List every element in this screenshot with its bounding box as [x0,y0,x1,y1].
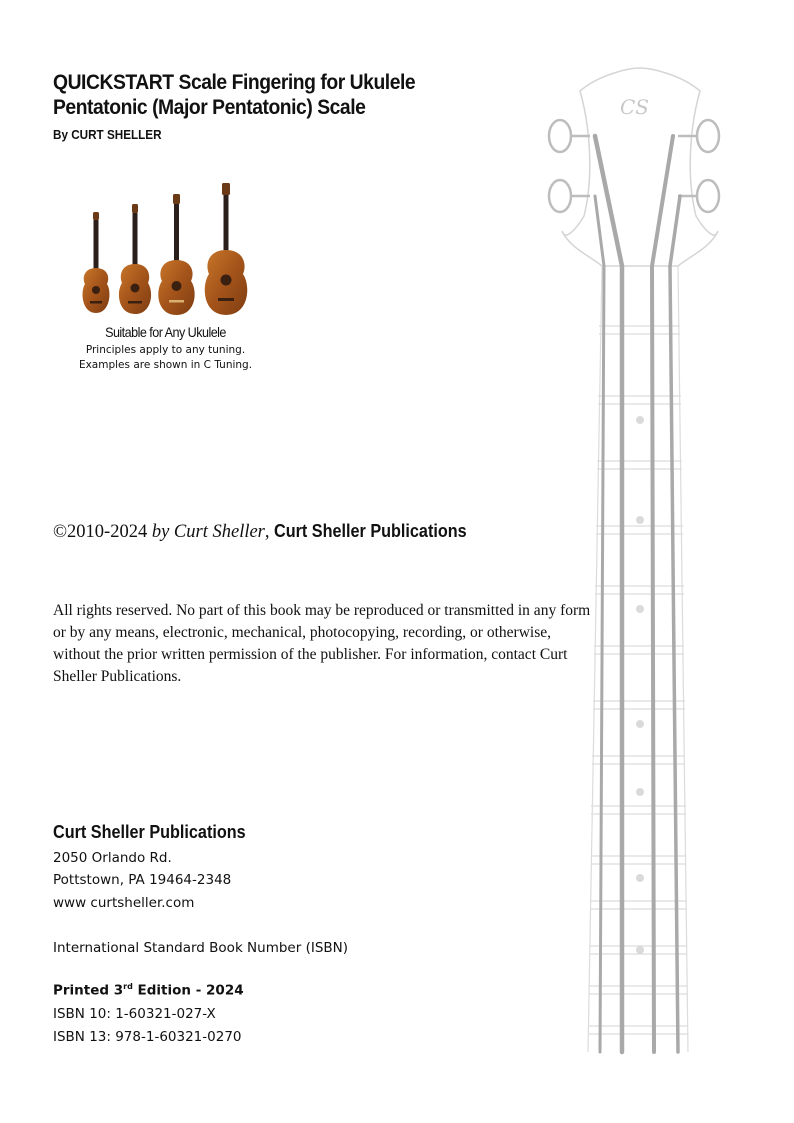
copyright-line: ©2010-2024 by Curt Sheller, Curt Sheller Publications [53,521,467,542]
suitable-title: Suitable for Any Ukulele [105,324,226,340]
isbn-label: International Standard Book Number (ISBN) [53,940,349,956]
copyright-publisher: Curt Sheller Publications [274,521,467,541]
headstock [562,68,718,266]
tuning-pegs [549,120,719,212]
concert-ukulele [119,204,151,314]
baritone-ukulele [205,183,248,315]
publisher-website: www curtsheller.com [53,895,195,911]
isbn-13: ISBN 13: 978-1-60321-0270 [53,1029,242,1045]
page-title [53,70,415,120]
suitable-line-1: Principles apply to any tuning. [85,344,246,356]
suitable-line-2: Examples are shown in C Tuning. [78,359,253,371]
ukulele-family-illustration [72,180,262,320]
fret-markers [636,416,644,954]
title-line-2: Pentatonic (Major Pentatonic) Scale [53,96,366,119]
copyright-author: by Curt Sheller [151,522,265,542]
publisher-city: Pottstown, PA 19464-2348 [53,872,232,888]
headstock-logo: CS [620,95,650,119]
title-line-1: QUICKSTART Scale Fingering for Ukulele [53,71,416,94]
rights-paragraph: All rights reserved. No part of this book may be reproduced or transmitted in any form or by any means, electronic, mechanical, photocopying, recording, or otherwise, without the prior written permission of the publisher. For information, contact Curt Sheller Publications. [53,602,591,685]
copyright-years: ©2010-2024 [53,522,148,542]
ukulele-neck-illustration [540,66,740,1056]
tenor-ukulele [158,194,194,315]
soprano-ukulele [83,212,110,313]
author-byline: By CURT SHELLER [53,127,162,142]
publisher-street: 2050 Orlando Rd. [53,850,172,866]
edition-line: Printed 3rd Edition - 2024 [53,982,244,999]
publisher-name: Curt Sheller Publications [53,822,246,842]
isbn-10: ISBN 10: 1-60321-027-X [53,1006,216,1022]
